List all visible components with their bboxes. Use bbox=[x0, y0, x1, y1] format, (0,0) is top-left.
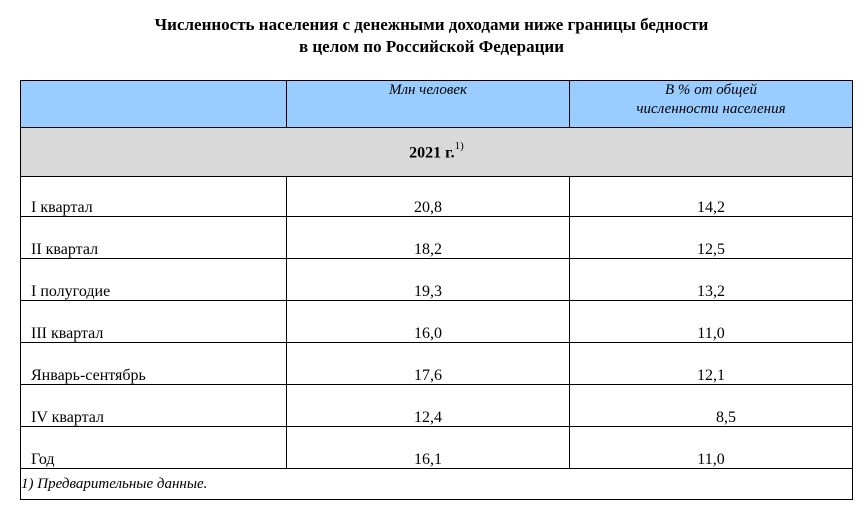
table-header-row bbox=[21, 81, 853, 128]
row-millions: 18,2 bbox=[287, 217, 570, 259]
row-millions: 16,0 bbox=[287, 301, 570, 343]
header-millions-label: Млн человек bbox=[388, 82, 468, 98]
poverty-table bbox=[20, 80, 853, 500]
title-line-2: в целом по Российской Федерации bbox=[298, 37, 565, 56]
year-row bbox=[21, 128, 853, 177]
row-millions: 16,1 bbox=[287, 427, 570, 469]
row-millions: 17,6 bbox=[287, 343, 570, 385]
table-row bbox=[21, 217, 853, 259]
header-percent-line-1: В % от общей bbox=[665, 82, 757, 98]
row-percent: 12,5 bbox=[570, 217, 853, 259]
row-millions: 12,4 bbox=[287, 385, 570, 427]
title-line-1: Численность населения с денежными доходами ниже границы бедности bbox=[154, 15, 709, 34]
row-percent: 13,2 bbox=[570, 259, 853, 301]
table-row bbox=[21, 343, 853, 385]
row-label: Январь-сентябрь bbox=[21, 343, 287, 385]
row-percent: 12,1 bbox=[570, 343, 853, 385]
row-label: I квартал bbox=[21, 177, 287, 217]
row-millions: 20,8 bbox=[287, 177, 570, 217]
row-label: I полугодие bbox=[21, 259, 287, 301]
row-percent: 11,0 bbox=[570, 427, 853, 469]
row-label: IV квартал bbox=[21, 385, 287, 427]
row-label: Год bbox=[21, 427, 287, 469]
row-percent: 14,2 bbox=[570, 177, 853, 217]
year-label: 2021 г. bbox=[409, 144, 455, 162]
year-footnote-mark: 1) bbox=[454, 139, 464, 152]
table-row bbox=[21, 177, 853, 217]
table-row bbox=[21, 301, 853, 343]
row-label: II квартал bbox=[21, 217, 287, 259]
table-row bbox=[21, 259, 853, 301]
row-percent: 8,5 bbox=[570, 385, 853, 427]
footnote: 1) Предварительные данные. bbox=[21, 469, 853, 500]
header-percent-line-2: численности населения bbox=[636, 101, 786, 117]
row-percent: 11,0 bbox=[570, 301, 853, 343]
footnote-row bbox=[21, 469, 853, 500]
header-cell-empty bbox=[21, 81, 287, 128]
document-title bbox=[0, 14, 863, 58]
header-cell-millions bbox=[287, 81, 570, 128]
row-millions: 19,3 bbox=[287, 259, 570, 301]
header-cell-percent bbox=[570, 81, 853, 128]
year-cell bbox=[21, 128, 853, 177]
table-row bbox=[21, 385, 853, 427]
table-row bbox=[21, 427, 853, 469]
row-label: III квартал bbox=[21, 301, 287, 343]
